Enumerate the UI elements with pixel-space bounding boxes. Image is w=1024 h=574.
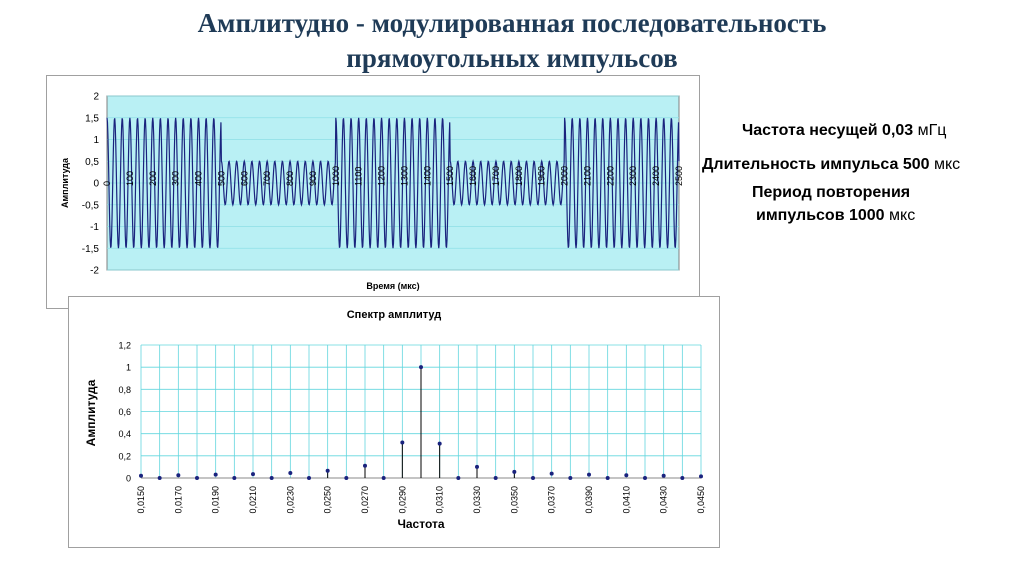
slide-title-line1: Амплитудно - модулированная последовательность	[197, 8, 827, 38]
x-tick-label: 600	[239, 170, 250, 186]
y-tick-label: 0	[93, 178, 99, 190]
y-axis-label: Амплитуда	[84, 379, 98, 447]
x-tick-label: 0,0290	[397, 486, 408, 514]
x-tick-label: 0,0250	[322, 486, 333, 514]
spectrum-point	[643, 476, 647, 480]
y-tick-label: 0,8	[118, 384, 131, 395]
x-tick-label: 0,0370	[546, 486, 557, 514]
spectrum-point	[662, 474, 666, 478]
x-tick-label: 300	[170, 170, 181, 186]
x-tick-label: 200	[147, 170, 158, 186]
y-axis-label: Амплитуда	[60, 158, 70, 208]
spectrum-point	[139, 474, 143, 478]
x-tick-label: 100	[124, 170, 135, 186]
x-tick-label: 0,0450	[696, 486, 706, 514]
x-tick-label: 2100	[582, 165, 593, 186]
x-axis-label: Время (мкс)	[366, 281, 420, 291]
x-tick-label: 0,0390	[584, 486, 594, 514]
pulse-period-unit: мкс	[889, 207, 916, 224]
x-tick-label: 2000	[559, 165, 570, 186]
x-tick-label: 800	[285, 170, 296, 186]
y-tick-label: 1	[125, 362, 131, 373]
x-tick-label: 400	[193, 170, 204, 186]
spectrum-point	[363, 464, 367, 468]
y-tick-label: 0	[125, 473, 131, 484]
spectrum-point	[214, 473, 218, 477]
spectrum-point	[456, 476, 460, 480]
x-tick-label: 0,0310	[434, 486, 445, 514]
x-tick-label: 0,0230	[285, 486, 296, 514]
spectrum-title: Спектр амплитуд	[346, 309, 442, 321]
amplitude-spectrum-chart	[68, 296, 720, 548]
x-tick-label: 0,0150	[136, 486, 146, 514]
x-tick-label: 0,0210	[248, 486, 258, 514]
x-tick-label: 700	[262, 170, 273, 186]
carrier-frequency-text	[742, 122, 946, 140]
x-tick-label: 1000	[330, 165, 341, 186]
x-tick-label: 0,0190	[210, 486, 221, 514]
spectrum-point	[438, 442, 442, 446]
spectrum-point	[494, 476, 498, 480]
pulse-duration-label: Длительность импульса 500	[702, 156, 930, 173]
x-axis-label: Частота	[397, 517, 445, 531]
y-tick-label: 1,2	[118, 340, 131, 351]
spectrum-point	[400, 441, 404, 445]
x-tick-label: 2500	[674, 165, 684, 186]
am-signal-chart	[46, 75, 700, 309]
spectrum-point	[699, 474, 703, 478]
spectrum-point	[550, 472, 554, 476]
spectrum-point	[382, 476, 386, 480]
x-tick-label: 500	[216, 170, 227, 186]
y-tick-label: 1	[93, 135, 99, 146]
y-tick-label: 1,5	[85, 113, 99, 125]
spectrum-point	[232, 476, 236, 480]
pulse-period-line1	[752, 184, 910, 202]
y-tick-label: -0,5	[81, 200, 99, 212]
x-tick-label: 1300	[399, 165, 410, 186]
spectrum-point	[270, 476, 274, 480]
spectrum-point	[531, 476, 535, 480]
x-tick-label: 1200	[376, 165, 387, 186]
y-tick-labels	[82, 92, 100, 277]
x-tick-label: 0,0170	[173, 486, 184, 514]
x-tick-label: 2400	[651, 165, 662, 186]
y-tick-label: 0,4	[118, 429, 131, 440]
x-tick-label: 0,0330	[472, 486, 482, 514]
x-tick-label: 900	[307, 170, 318, 186]
carrier-frequency-unit: мГц	[917, 122, 947, 139]
spectrum-point	[475, 465, 479, 469]
pulse-period-line2	[756, 207, 915, 225]
spectrum-point	[307, 476, 311, 480]
y-tick-labels	[118, 341, 131, 484]
spectrum-point	[195, 476, 199, 480]
spectrum-point	[419, 365, 423, 369]
x-tick-label: 2200	[605, 165, 616, 186]
x-tick-label: 0,0350	[509, 486, 520, 514]
pulse-duration-unit: мкс	[933, 156, 961, 173]
x-tick-label: 1600	[468, 165, 479, 186]
slide-title	[0, 6, 1024, 76]
spectrum-point	[344, 476, 348, 480]
y-tick-label: -2	[90, 265, 99, 277]
spectrum-point	[326, 469, 330, 473]
x-tick-label: 1800	[513, 165, 524, 186]
x-tick-label: 0,0430	[658, 486, 669, 514]
x-tick-label: 1100	[353, 166, 364, 186]
pulse-duration-text	[702, 156, 960, 174]
x-tick-label: 1700	[490, 165, 501, 186]
spectrum-point	[624, 473, 628, 477]
spectrum-point	[251, 472, 255, 476]
x-tick-label: 1500	[445, 165, 456, 186]
spectrum-point	[587, 473, 591, 477]
spectrum-point	[158, 476, 162, 480]
x-tick-labels	[136, 486, 706, 514]
y-tick-label: 0,2	[118, 451, 131, 462]
x-tick-label: 0,0270	[360, 486, 370, 514]
y-tick-label: 2	[93, 91, 99, 103]
spectrum-point	[680, 476, 684, 480]
y-tick-label: 0,5	[85, 156, 99, 168]
x-tick-label: 0,0410	[621, 486, 632, 514]
slide-title-line2: прямоугольных импульсов	[346, 43, 678, 73]
y-tick-label: -1,5	[81, 243, 99, 255]
y-tick-label: 0,6	[118, 407, 131, 417]
y-tick-label: -1	[90, 222, 99, 233]
x-tick-label: 0	[102, 180, 112, 186]
spectrum-point	[288, 471, 292, 475]
spectrum-point	[606, 476, 610, 480]
spectrum-point	[568, 476, 572, 480]
pulse-period-label: импульсов 1000	[756, 207, 885, 224]
x-tick-label: 1400	[422, 165, 433, 186]
carrier-frequency-label: Частота несущей 0,03	[742, 122, 914, 139]
spectrum-marks	[139, 365, 703, 480]
spectrum-point	[176, 473, 180, 477]
spectrum-point	[512, 470, 516, 474]
pulse-period-line1-text: Период повторения	[752, 184, 911, 201]
x-tick-label: 1900	[536, 165, 547, 186]
x-tick-label: 2300	[628, 165, 639, 186]
